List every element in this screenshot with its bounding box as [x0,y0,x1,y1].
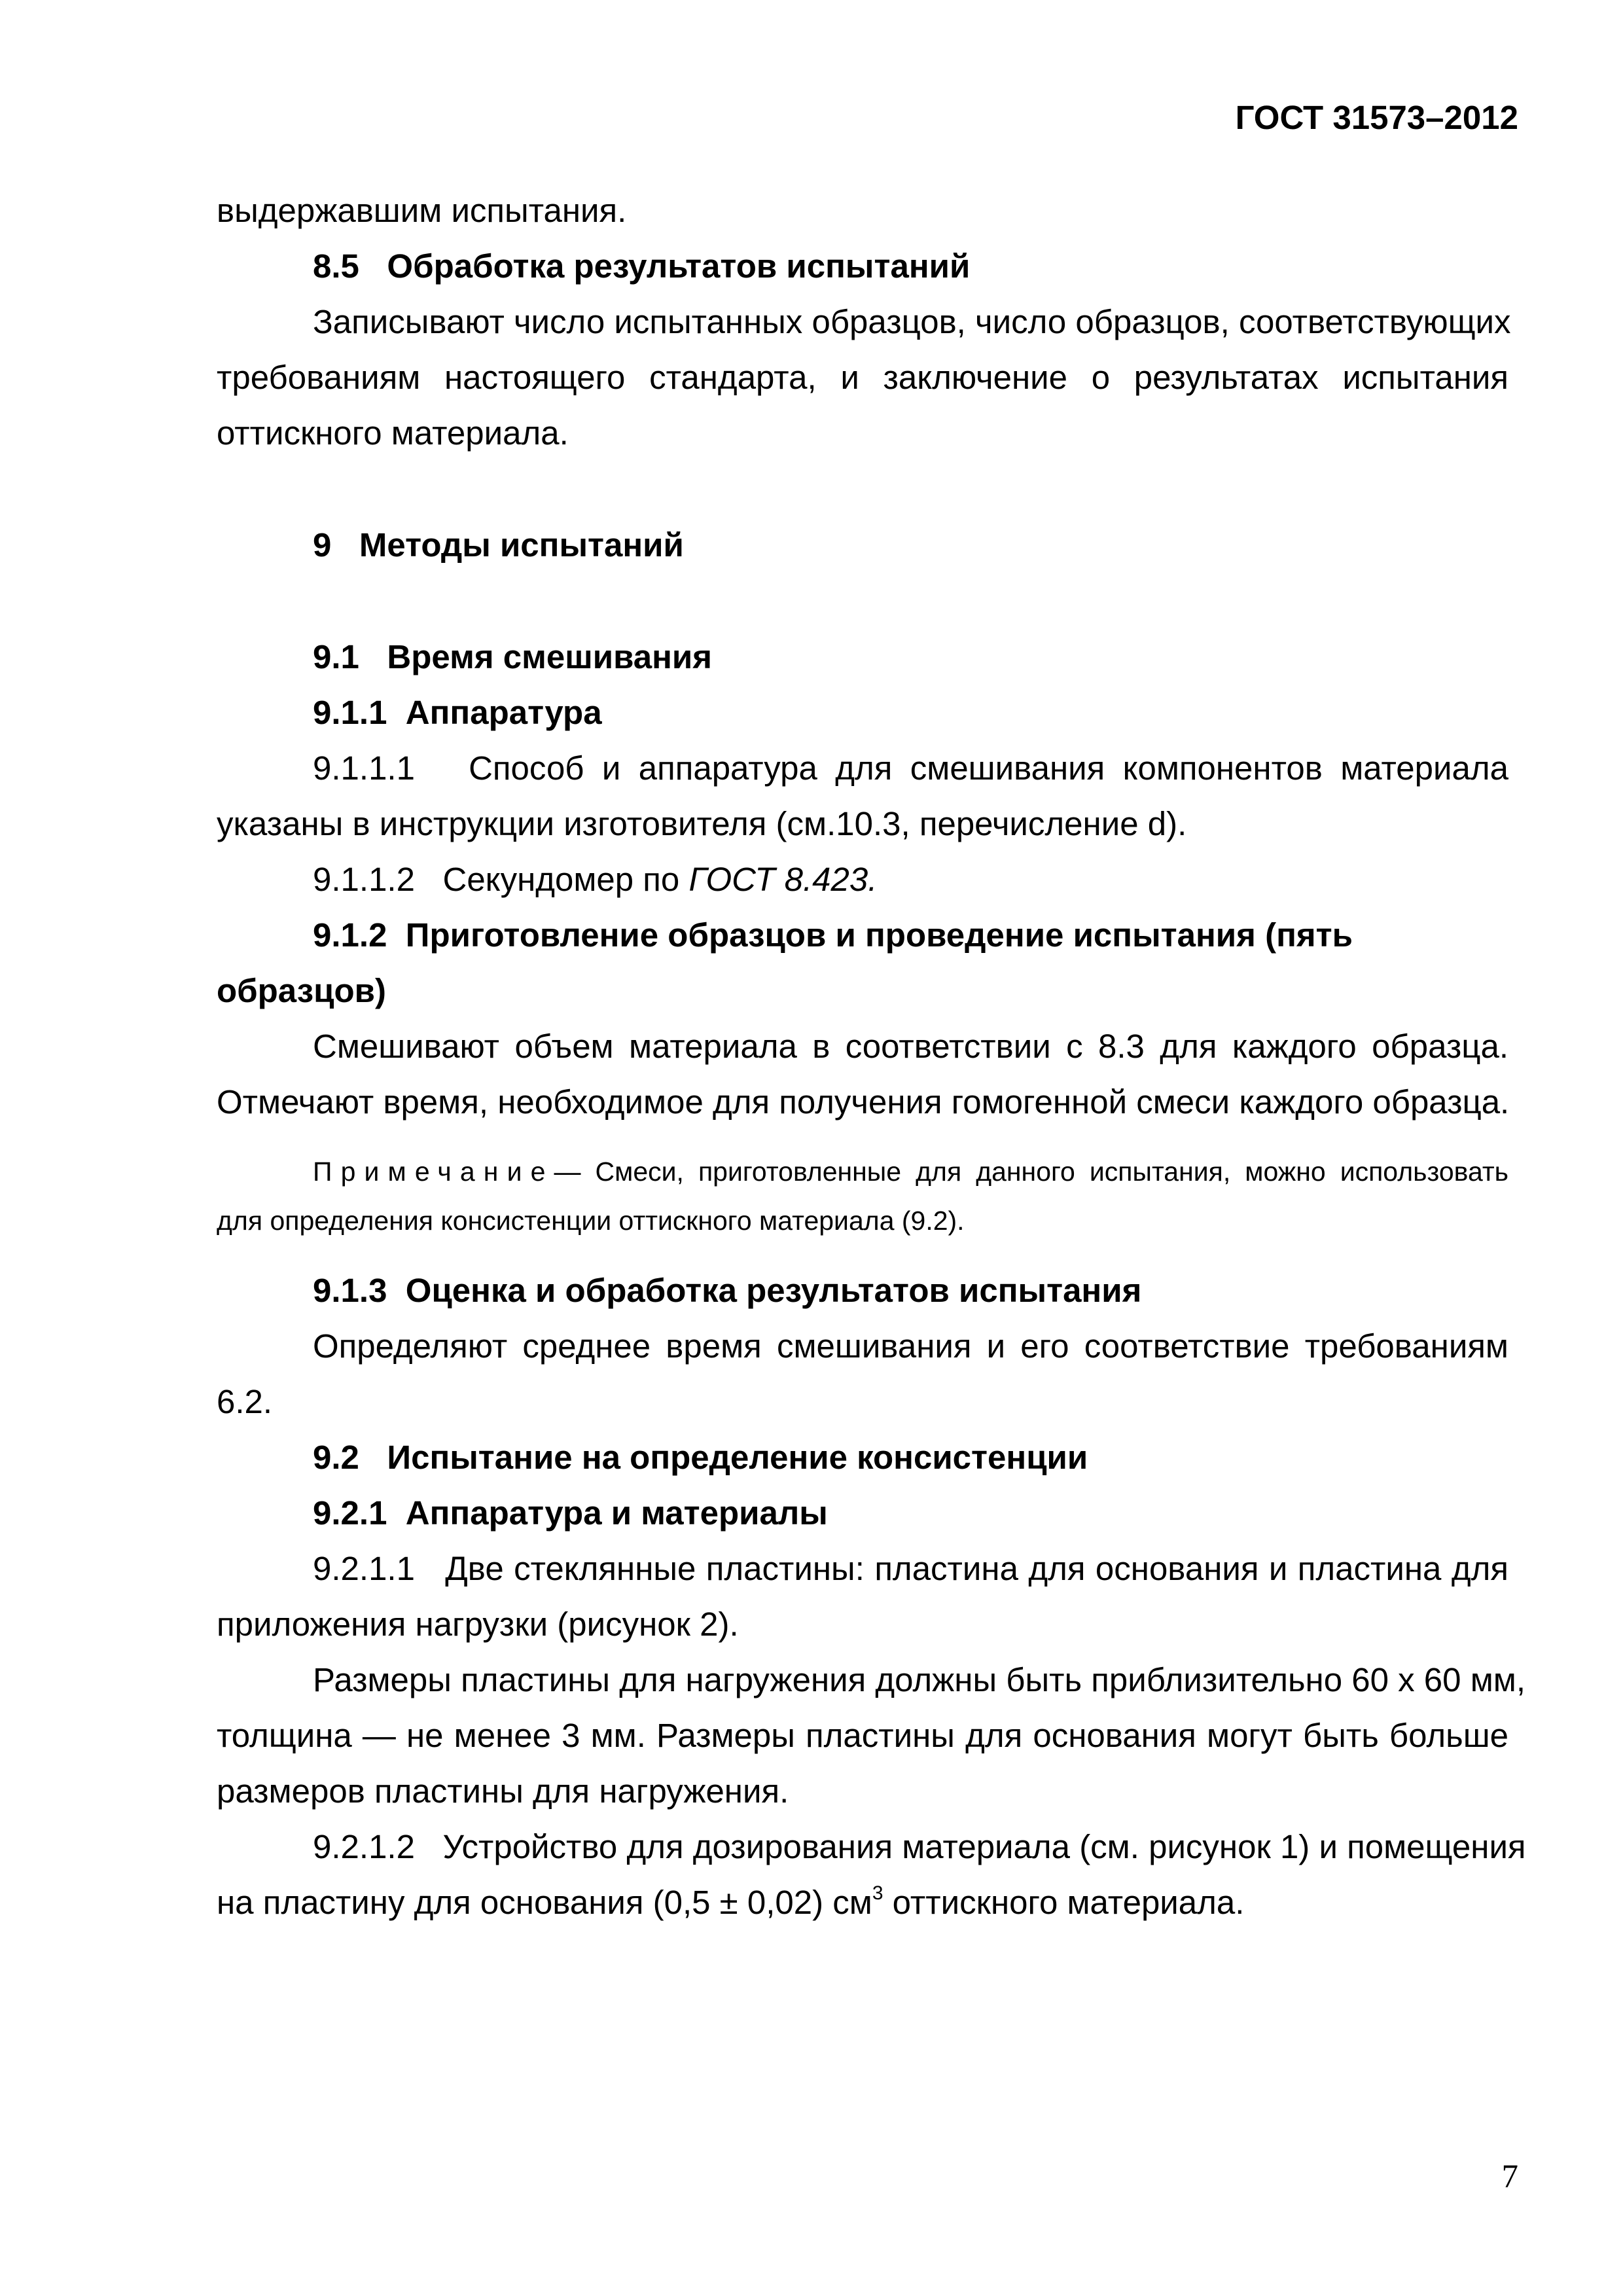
text-fragment: оттискного материала. [883,1884,1245,1921]
section-heading-9-2-1 [313,1494,1508,1533]
clause-number: 9.1.1.1 [313,749,415,787]
paragraph-line: требованиям настоящего стандарта, и заключение о результатах испытания [217,359,1508,396]
standard-reference: ГОСТ 8.423. [688,861,878,898]
section-number: 9.1.2 [313,916,387,954]
page-number: 7 [1501,2159,1518,2195]
paragraph-line: Смешивают объем материала в соответствии с 8.3 для каждого образца. [313,1028,1508,1065]
clause-number: 9.2.1.2 [313,1828,415,1865]
section-title: Оценка и обработка результатов испытания [405,1272,1142,1309]
section-number: 9.1.3 [313,1272,387,1309]
section-number: 9.2.1 [313,1494,387,1532]
section-heading-9-1-1 [313,693,1508,732]
clause-text: Устройство для дозирования материала (см. рисунок 1) и помещения [442,1828,1526,1865]
section-heading-9-1 [313,637,1508,677]
section-heading-9-1-3 [313,1271,1508,1310]
section-title: Методы испытаний [359,526,684,564]
paragraph-line: оттискного материала. [217,414,569,452]
section-number: 9.1 [313,638,359,675]
section-title: Приготовление образцов и проведение испытания (пять [405,916,1353,954]
paragraph-line: 6.2. [217,1383,273,1420]
paragraph-line: Определяют среднее время смешивания и его соответствие требованиям [313,1327,1508,1365]
paragraph-line: толщина — не менее 3 мм. Размеры пластины для основания могут быть больше [217,1717,1508,1754]
superscript: 3 [872,1882,883,1904]
text-fragment: на пластину для основания (0,5 ± 0,02) см [217,1884,872,1921]
clause-text: Две стеклянные пластины: пластина для основания и пластина для [445,1550,1508,1587]
section-heading-9 [313,526,1508,565]
paragraph-line: Записывают число испытанных образцов, число образцов, соответствующих [313,303,1511,340]
section-number: 8.5 [313,247,359,285]
section-title: Время смешивания [387,638,713,675]
section-number: 9.1.1 [313,694,387,731]
clause-number: 9.2.1.1 [313,1550,415,1587]
clause-9-2-1-2 [313,1827,1526,1867]
section-heading-9-1-2 [313,916,1508,955]
section-title: Аппаратура [405,694,602,731]
paragraph-line: указаны в инструкции изготовителя (см.10.3, перечисление d). [217,805,1187,842]
section-title: Аппаратура и материалы [405,1494,828,1532]
paragraph-line: Отмечают время, необходимое для получения гомогенной смеси каждого образца. [217,1083,1510,1121]
section-heading-8-5 [313,247,1508,286]
note-continuation: для определения консистенции оттискного материала (9.2). [217,1206,965,1236]
paragraph-line: размеров пластины для нагружения. [217,1772,789,1810]
note [313,1155,1508,1188]
note-label: Примечание [313,1157,554,1187]
clause-text: Способ и аппаратура для смешивания компонентов материала [469,749,1508,787]
note-text: — Смеси, приготовленные для данного испытания, можно использовать [554,1157,1508,1187]
section-number: 9.2 [313,1439,359,1476]
section-number: 9 [313,526,332,564]
clause-9-1-1-1 [313,749,1508,788]
section-title: Обработка результатов испытаний [387,247,971,285]
clause-text: Секундомер по [442,861,680,898]
paragraph-line: приложения нагрузки (рисунок 2). [217,1605,739,1643]
paragraph-line: Размеры пластины для нагружения должны быть приблизительно 60 х 60 мм, [313,1661,1525,1698]
section-title: Испытание на определение консистенции [387,1439,1088,1476]
section-title-continuation: образцов) [217,972,386,1009]
text-line: выдержавшим испытания. [217,192,627,229]
paragraph-line [217,1883,1508,1922]
clause-9-1-1-2 [313,860,1508,899]
clause-number: 9.1.1.2 [313,861,415,898]
clause-9-2-1-1 [313,1549,1508,1588]
section-heading-9-2 [313,1438,1508,1477]
document-header: ГОСТ 31573–2012 [1235,99,1518,136]
